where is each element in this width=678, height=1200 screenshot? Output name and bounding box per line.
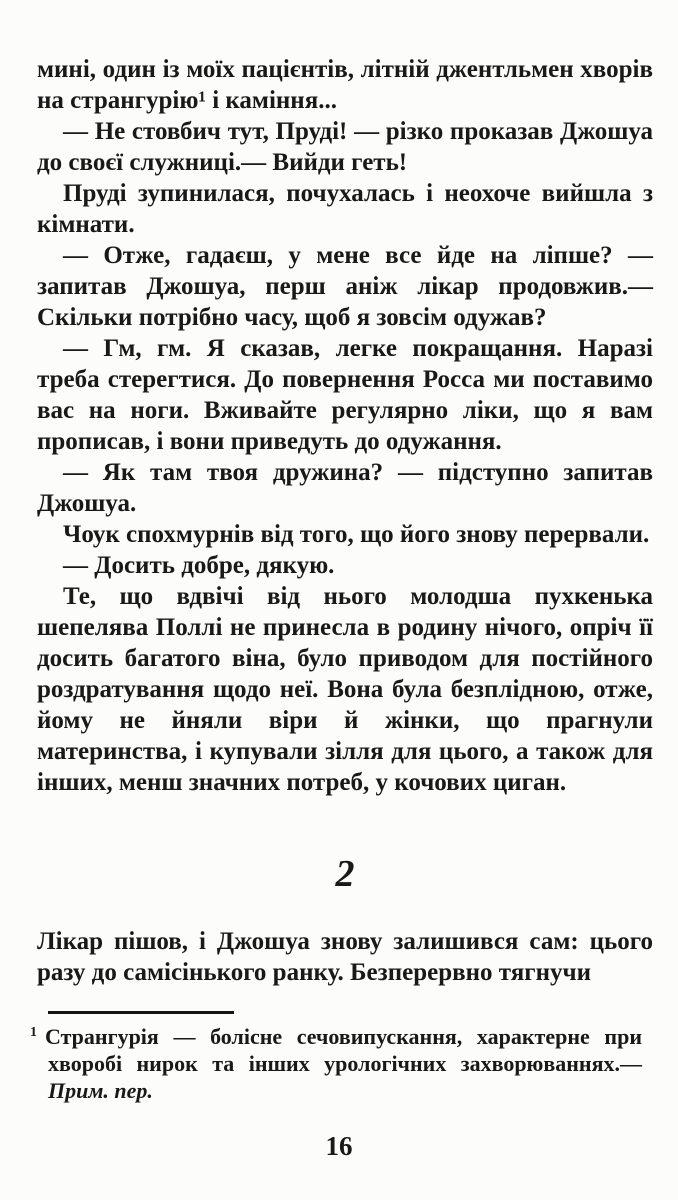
section-number: 2 — [335, 853, 355, 895]
paragraph: — Не стовбич тут, Пруді! — різко проказав Джошуа до своєї служниці.— Вийди геть! — [37, 118, 653, 176]
footnote-text — [30, 1023, 642, 1104]
paragraph: — Досить добре, дякую. — [63, 552, 335, 579]
page-number: 16 — [325, 1131, 353, 1161]
footnote-attribution: Прим. пер. — [48, 1078, 153, 1103]
paragraph: Пруді зупинилася, почухалась і неохоче вийшла з кімнати. — [37, 180, 653, 238]
paragraph: — Гм, гм. Я сказав, легке покращання. Наразі треба стерегтися. До повернення Росса ми поставимо вас на ноги. Вживайте регулярно ліки, що я вам прописав, і вони приведуть до одужання. — [37, 335, 653, 455]
paragraph: Те, що вдвічі від нього молодша пухкенька шепелява Поллі не принесла в родину нічого, опріч її досить багатого віна, було приводом для постійного роздратування щодо неї. Вона була безплідною, отже, йому не йняли віри й жінки, що прагнули материнства, і купували зілля для цього, а також для інших, менш значних потреб, у кочових циган. — [37, 583, 653, 796]
paragraph: — Отже, гадаєш, у мене все йде на ліпше? — запитав Джошуа, перш аніж лікар продовжив.— Скільки потрібно часу, щоб я зовсім одужав? — [37, 242, 653, 331]
footnote-definition: Странгурія — болісне сечовипускання, характерне при хворобі нирок та інших урологічних захворюваннях.— — [45, 1024, 642, 1076]
paragraph: Лікар пішов, і Джошуа знову залишився сам: цього разу до самісінького ранку. Безперервно тягнучи — [37, 928, 653, 986]
paragraph: — Як там твоя дружина? — підступно запитав Джошуа. — [37, 459, 653, 517]
footnote-marker: 1 — [30, 1024, 37, 1040]
footnote-separator-rule — [48, 1011, 234, 1014]
paragraph: Чоук спохмурнів від того, що його знову перервали. — [63, 521, 650, 548]
main-text-block — [37, 54, 653, 988]
paragraph: мині, один із моїх пацієнтів, літній джентльмен хворів на странгурію¹ і каміння... — [37, 56, 653, 114]
footnote — [30, 1011, 642, 1104]
